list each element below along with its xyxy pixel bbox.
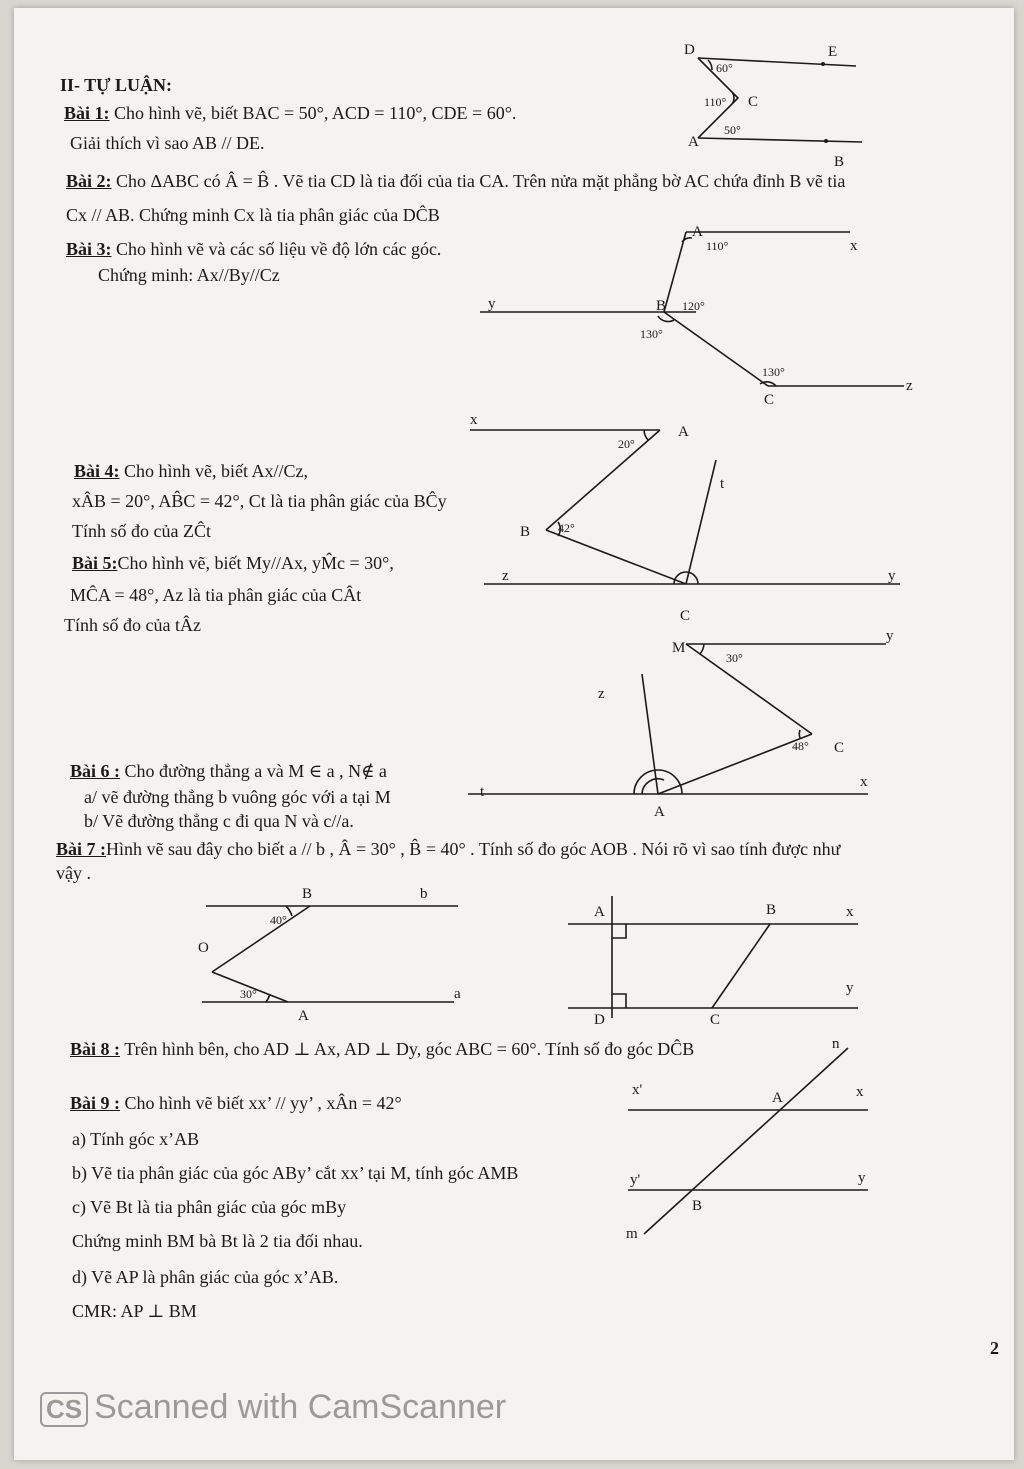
label-a-point: A — [298, 1008, 309, 1024]
label-x: x — [856, 1084, 864, 1100]
label-a-line: a — [454, 986, 461, 1002]
ray-ct — [686, 460, 716, 584]
problem-8 — [70, 1038, 694, 1060]
problem-2-line-2: Cx // AB. Chứng minh Cx là tia phân giác của DĈB — [66, 205, 440, 225]
label-z: z — [598, 686, 605, 702]
problem-9-line-1: Cho hình vẽ biết xx’ // yy’ , xÂn = 42° — [124, 1093, 402, 1113]
label-a: A — [678, 424, 689, 440]
angle-40: 40° — [270, 913, 287, 927]
angle-30: 30° — [240, 987, 257, 1001]
figure-9 — [618, 1038, 878, 1248]
transversal-mn — [644, 1048, 848, 1234]
label-o: O — [198, 940, 209, 956]
label-b: B — [520, 524, 531, 540]
label-y: y — [858, 1170, 866, 1186]
problem-9-line-4: c) Vẽ Bt là tia phân giác của góc mBy — [72, 1197, 347, 1217]
figure-7 — [174, 880, 474, 1024]
camscanner-watermark — [40, 1388, 506, 1427]
problem-7 — [56, 838, 840, 860]
problem-5-line-1: Cho hình vẽ, biết My//Ax, yM̂c = 30°, — [117, 553, 394, 573]
section-title: II- TỰ LUẬN: — [60, 75, 173, 95]
label-y: y — [886, 628, 894, 644]
label-b: B — [766, 902, 777, 918]
line-ab — [698, 138, 862, 142]
label-d: D — [684, 42, 695, 58]
label-b: B — [692, 1198, 703, 1214]
label-a: A — [594, 904, 605, 920]
problem-6-label: Bài 6 : — [70, 761, 121, 781]
problem-9 — [70, 1092, 402, 1114]
segment-mc — [686, 644, 812, 734]
angle-130-b: 130° — [640, 327, 663, 341]
angle-120: 120° — [682, 299, 705, 313]
label-b-line: b — [420, 886, 428, 902]
camscanner-logo-icon: CS — [40, 1392, 88, 1427]
problem-9-line-2: a) Tính góc x’AB — [72, 1129, 200, 1149]
label-y: y — [488, 296, 496, 312]
problem-4-line-1: Cho hình vẽ, biết Ax//Cz, — [124, 461, 309, 481]
label-d: D — [594, 1012, 605, 1028]
label-b: B — [656, 298, 667, 314]
label-y-prime: y' — [630, 1172, 641, 1188]
segment-ab — [546, 430, 660, 530]
problem-9-line-5: Chứng minh BM bà Bt là 2 tia đối nhau. — [72, 1231, 363, 1251]
label-a: A — [692, 224, 703, 240]
ray-az — [642, 674, 658, 794]
problem-2 — [66, 170, 845, 192]
label-b-point: B — [302, 886, 313, 902]
label-x: x — [846, 904, 854, 920]
problem-5 — [72, 552, 394, 574]
label-n: n — [832, 1036, 840, 1052]
label-c: C — [748, 94, 759, 110]
watermark-text: Scanned with CamScanner — [94, 1388, 507, 1426]
label-c: C — [764, 392, 775, 408]
label-z: z — [502, 568, 509, 584]
segment-bc — [664, 312, 768, 386]
problem-1-line-2: Giải thích vì sao AB // DE. — [70, 133, 265, 153]
segment-bc — [546, 530, 686, 584]
label-e: E — [828, 44, 838, 60]
problem-4-line-3: Tính số đo của ZĈt — [72, 521, 211, 541]
problem-6-line-2: a/ vẽ đường thẳng b vuông góc với a tại M — [84, 787, 391, 807]
problem-5-label: Bài 5: — [72, 553, 118, 573]
angle-a-arc-inner — [642, 779, 664, 794]
problem-9-line-3: b) Vẽ tia phân giác của góc ABy’ cắt xx’ tại M, tính góc AMB — [72, 1163, 519, 1183]
label-a: A — [654, 804, 665, 820]
label-x: x — [850, 238, 858, 254]
label-c: C — [680, 608, 691, 624]
label-c: C — [710, 1012, 721, 1028]
problem-1-line-1: Cho hình vẽ, biết BAC = 50°, ACD = 110°, CDE = 60°. — [114, 103, 517, 123]
label-a: A — [688, 134, 699, 150]
problem-8-label: Bài 8 : — [70, 1039, 121, 1059]
problem-4 — [74, 460, 308, 482]
worksheet-page — [14, 8, 1014, 1460]
problem-3-label: Bài 3: — [66, 239, 112, 259]
problem-7-label: Bài 7 : — [56, 839, 107, 859]
angle-60: 60° — [716, 61, 733, 75]
problem-9-line-6: d) Vẽ AP là phân giác của góc x’AB. — [72, 1267, 339, 1287]
label-t: t — [480, 784, 485, 800]
problem-1-label: Bài 1: — [64, 103, 110, 123]
right-angle-a — [612, 924, 626, 938]
label-c: C — [834, 740, 845, 756]
label-x-prime: x' — [632, 1082, 643, 1098]
problem-8-line-1: Trên hình bên, cho AD ⊥ Ax, AD ⊥ Dy, góc ABC = 60°. Tính số đo góc DĈB — [124, 1039, 695, 1059]
problem-3-line-1: Cho hình vẽ và các số liệu về độ lớn các góc. — [116, 239, 442, 259]
problem-6-line-1: Cho đường thẳng a và M ∈ a , N∉ a — [124, 761, 387, 781]
problem-3-line-2: Chứng minh: Ax//By//Cz — [98, 265, 280, 285]
figure-8 — [564, 888, 874, 1028]
angle-c-arc — [732, 92, 734, 104]
point-b — [824, 139, 828, 143]
segment-bc — [712, 924, 770, 1008]
problem-4-line-2: xÂB = 20°, AB̂C = 42°, Ct là tia phân giác của BĈy — [72, 491, 447, 511]
label-a: A — [772, 1090, 783, 1106]
problem-5-line-2: MĈA = 48°, Az là tia phân giác của CÂt — [70, 585, 362, 605]
label-b: B — [834, 154, 845, 170]
figure-5 — [454, 626, 894, 826]
label-x: x — [470, 412, 478, 428]
angle-b-arc — [286, 906, 292, 916]
problem-5-line-3: Tính số đo của tÂz — [64, 615, 201, 635]
angle-110: 110° — [706, 239, 729, 253]
label-z: z — [906, 378, 913, 394]
problem-6-line-3: b/ Vẽ đường thẳng c đi qua N và c//a. — [84, 811, 354, 831]
label-y: y — [888, 568, 896, 584]
page-number: 2 — [990, 1338, 999, 1358]
label-m: m — [626, 1226, 638, 1242]
problem-4-label: Bài 4: — [74, 461, 120, 481]
problem-3 — [66, 238, 441, 260]
figure-4 — [454, 408, 894, 628]
angle-130-c: 130° — [762, 365, 785, 379]
label-x: x — [860, 774, 868, 790]
label-y: y — [846, 980, 854, 996]
problem-7-line-2: vậy . — [56, 863, 91, 883]
problem-1 — [64, 102, 516, 124]
angle-c-arc — [799, 730, 800, 738]
angle-50: 50° — [724, 123, 741, 137]
angle-20: 20° — [618, 437, 635, 451]
figure-3 — [470, 220, 913, 410]
angle-110: 110° — [704, 95, 727, 109]
angle-48: 48° — [792, 739, 809, 753]
problem-7-line-1: Hình vẽ sau đây cho biết a // b , Â = 30° , B̂ = 40° . Tính số đo góc AOB . Nói rõ vì sao tính được như — [106, 839, 841, 859]
problem-9-line-7: CMR: AP ⊥ BM — [72, 1301, 197, 1321]
problem-6 — [70, 760, 387, 782]
angle-a-arc — [644, 430, 648, 440]
angle-30: 30° — [726, 651, 743, 665]
problem-2-line-1: Cho ΔABC có Â = B̂ . Vẽ tia CD là tia đối của tia CA. Trên nửa mặt phẳng bờ AC chứa đỉnh B vẽ tia — [116, 171, 846, 191]
problem-2-label: Bài 2: — [66, 171, 112, 191]
label-m: M — [672, 640, 686, 656]
segment-bo — [212, 906, 310, 972]
angle-m-arc — [700, 644, 704, 654]
problem-9-label: Bài 9 : — [70, 1093, 121, 1113]
figure-1 — [668, 38, 868, 178]
right-angle-d — [612, 994, 626, 1008]
point-e — [821, 62, 825, 66]
angle-42: 42° — [558, 521, 575, 535]
label-t: t — [720, 476, 725, 492]
angle-a-arc — [266, 994, 270, 1002]
